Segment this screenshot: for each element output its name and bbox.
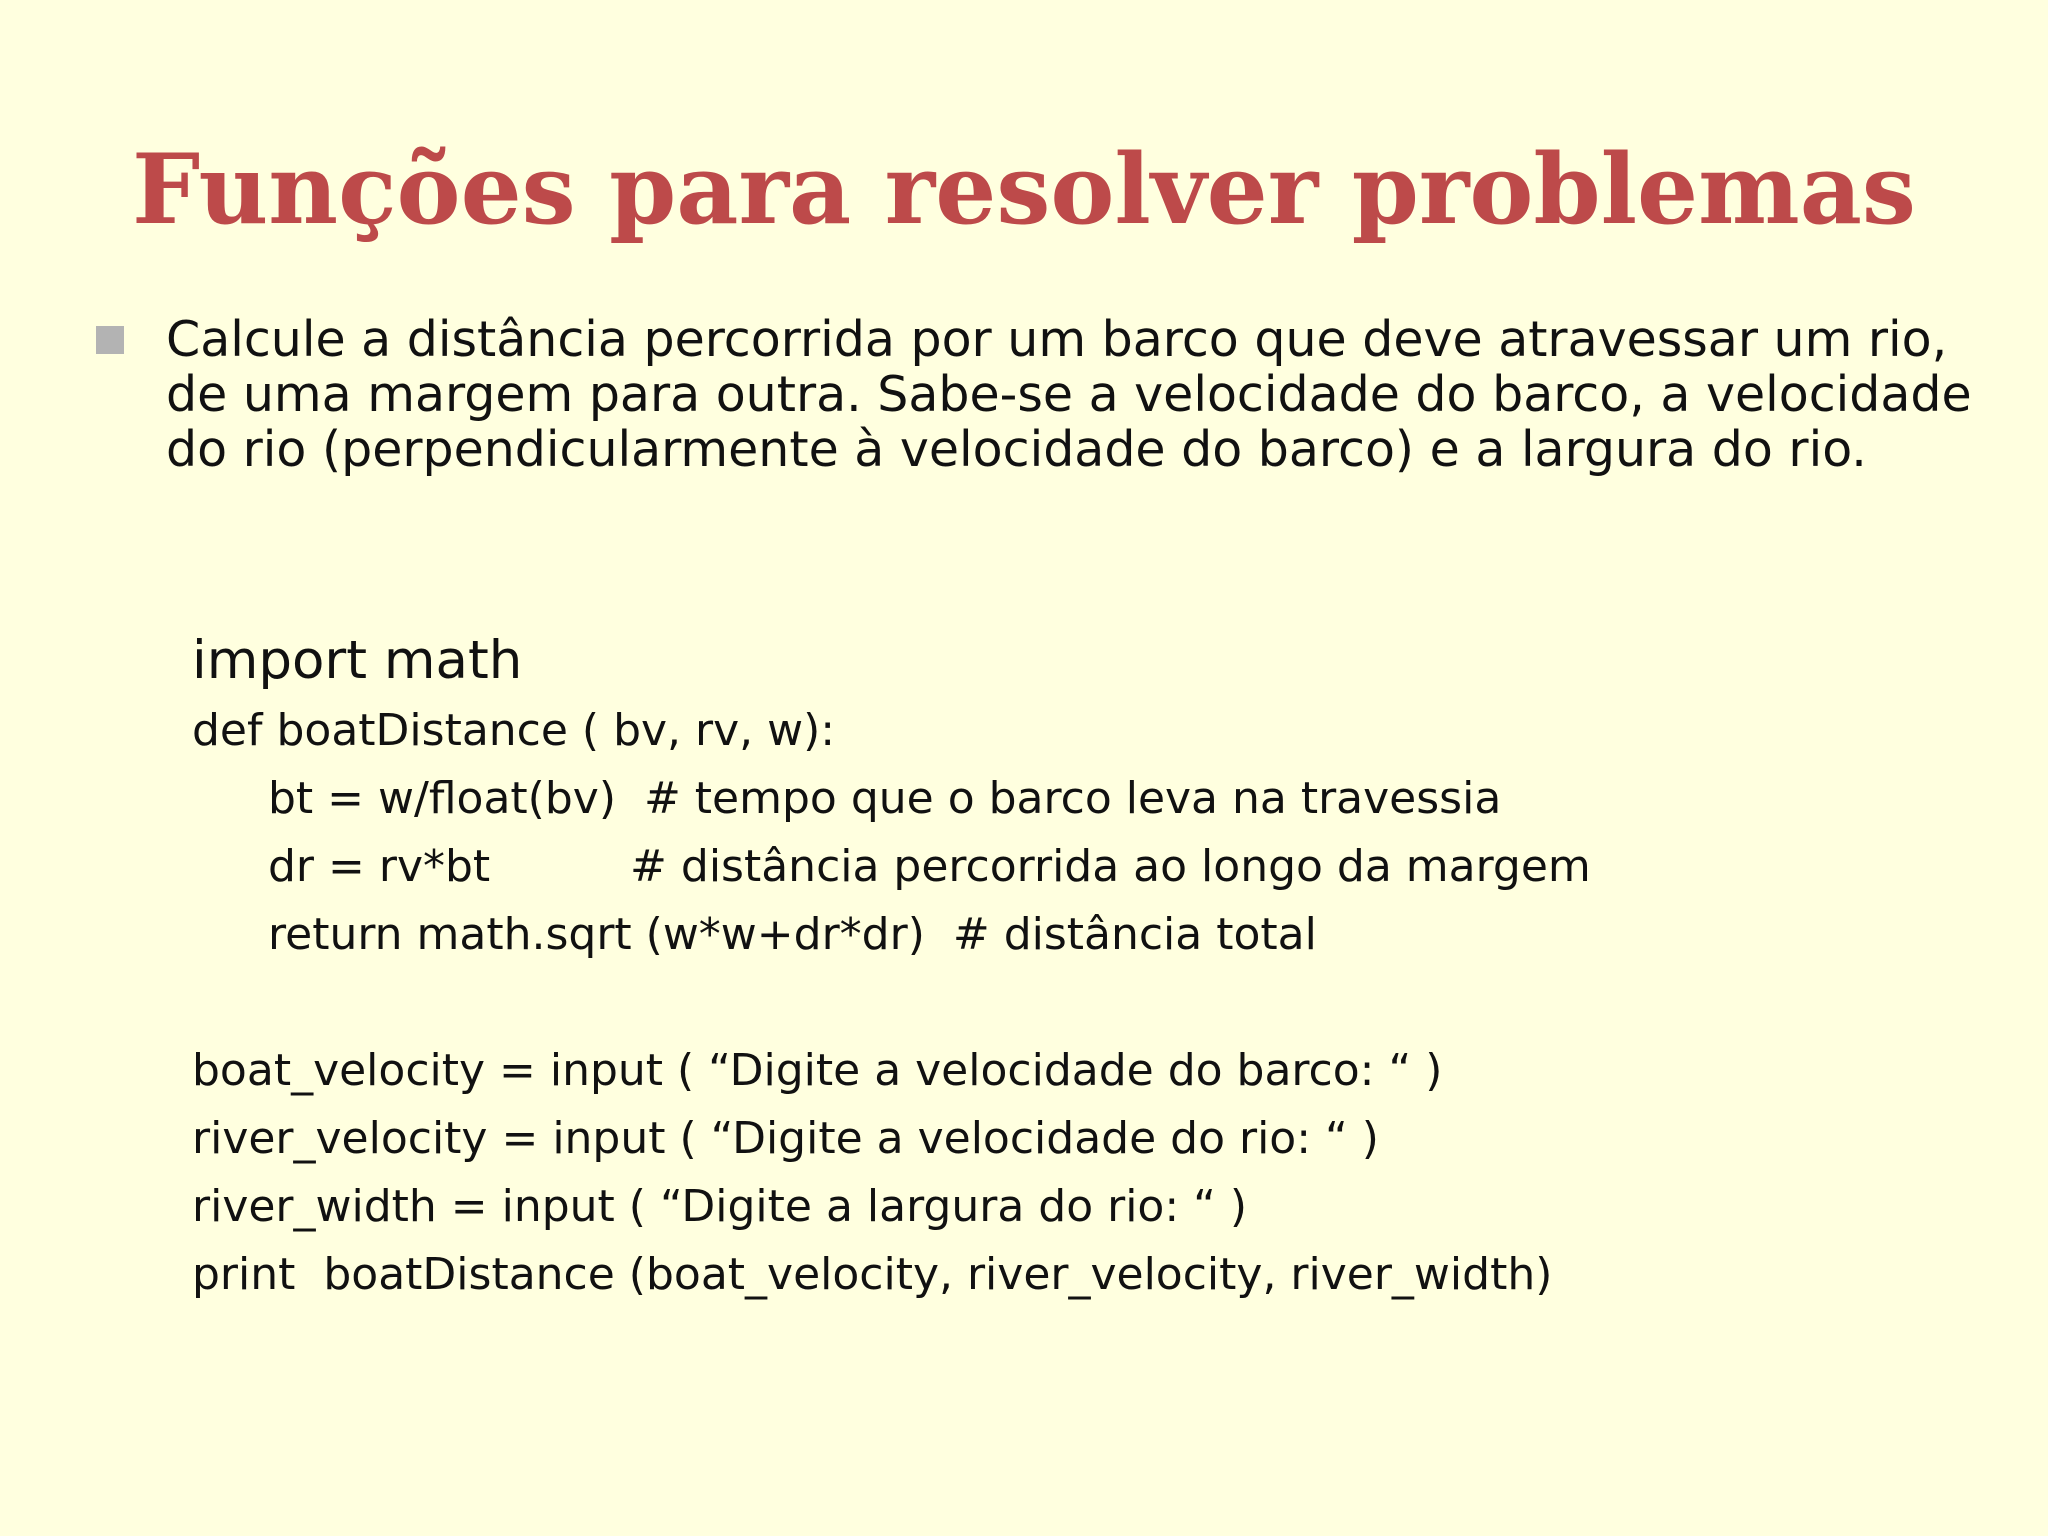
code-line-return: return math.sqrt (w*w+dr*dr) # distância total xyxy=(268,909,1317,960)
slide-title: Funções para resolver problemas xyxy=(132,133,1916,246)
code-line-river-velocity: river_velocity = input ( “Digite a velocidade do rio: “ ) xyxy=(192,1113,1379,1164)
code-line-blank xyxy=(192,969,1992,1037)
code-line-print: print boatDistance (boat_velocity, river_velocity, river_width) xyxy=(192,1249,1553,1300)
code-line-def: def boatDistance ( bv, rv, w): xyxy=(192,705,836,756)
code-line-import: import math xyxy=(192,630,523,691)
code-line-boat-velocity: boat_velocity = input ( “Digite a velocidade do barco: “ ) xyxy=(192,1045,1443,1096)
code-line-dr: dr = rv*bt # distância percorrida ao longo da margem xyxy=(268,841,1591,892)
code-line-river-width: river_width = input ( “Digite a largura do rio: “ ) xyxy=(192,1181,1248,1232)
code-line-bt: bt = w/float(bv) # tempo que o barco leva na travessia xyxy=(268,773,1502,824)
square-bullet-icon xyxy=(96,326,124,354)
code-block xyxy=(192,625,1992,1309)
bullet-text: Calcule a distância percorrida por um barco que deve atravessar um rio, de uma margem para outra. Sabe-se a velocidade do barco, a velocidade do rio (perpendicularmente à velocidade do barco) e a largura do rio. xyxy=(166,311,1972,478)
